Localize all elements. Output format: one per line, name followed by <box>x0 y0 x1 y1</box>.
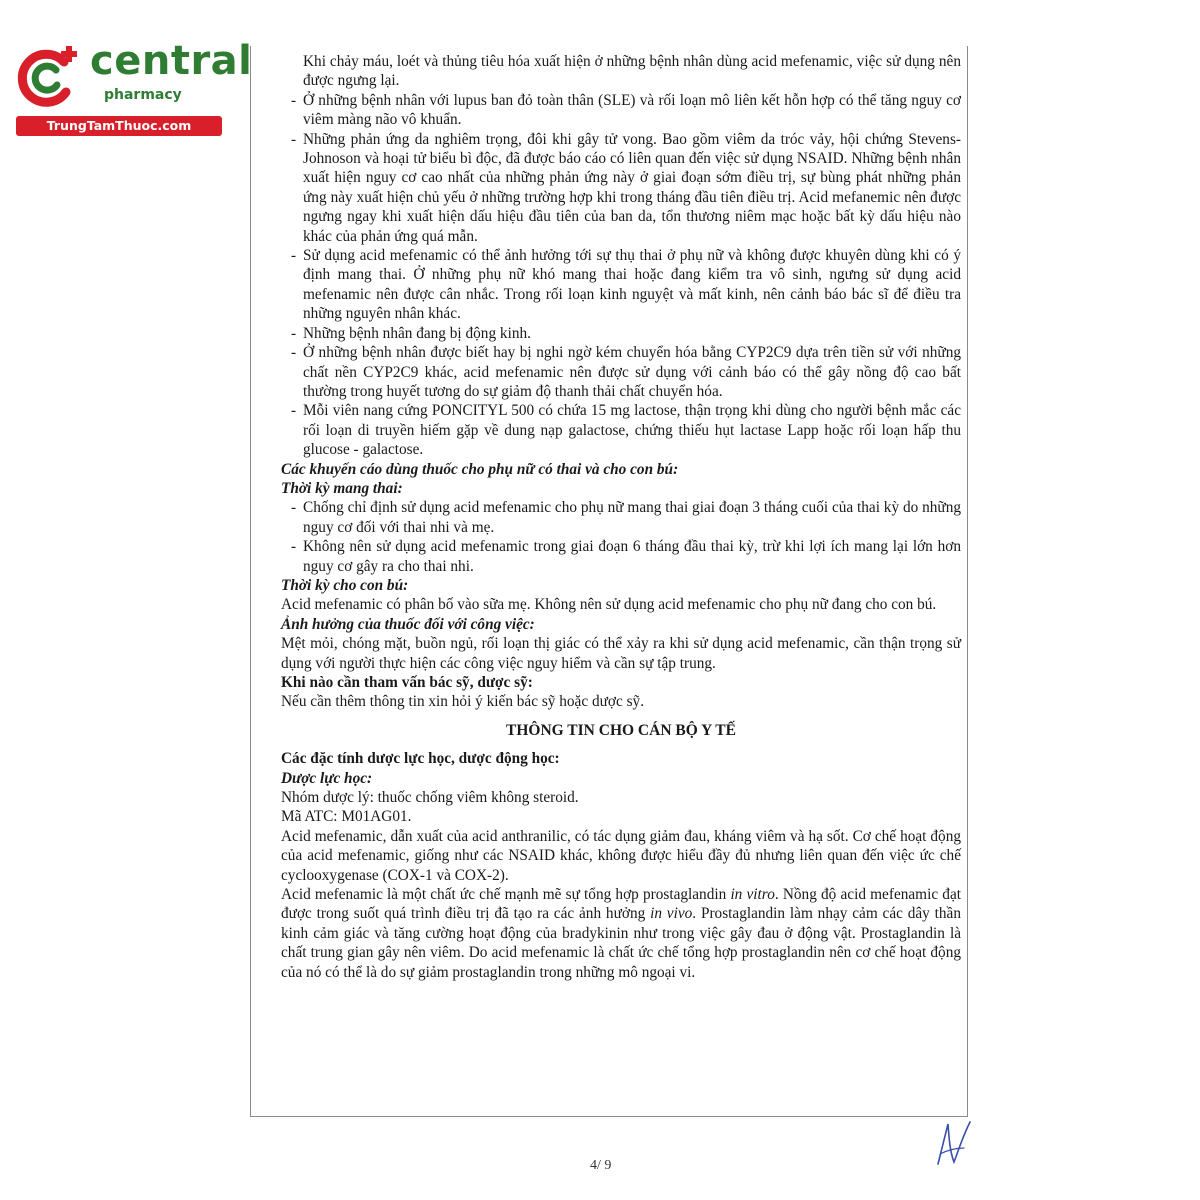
heading-pharmacology: Các đặc tính dược lực học, dược động học: <box>281 750 560 768</box>
paragraph-consult: Nếu cần thêm thông tin xin hỏi ý kiến bác sỹ hoặc dược sỹ. <box>281 693 645 711</box>
section-title-health-staff: THÔNG TIN CHO CÁN BỘ Y TẾ <box>506 721 736 739</box>
italic-in-vitro: in vitro <box>730 886 775 904</box>
heading-consult: Khi nào cần tham vấn bác sỹ, dược sỹ: <box>281 674 533 691</box>
bullet-fertility: - Sử dụng acid mefenamic có thể ảnh hưởng tới sự thụ thai ở phụ nữ và không được khuyên dùng khi có ý định mang thai. Ở những phụ nữ khó mang thai hoặc đang kiểm tra vô sinh, ngưng sử dụng acid mefenamic nên được cân nhắc. Trong rối loạn kinh nguyệt và mất kinh, nên cảnh báo bác sĩ để điều tra những nguyên nhân khác. <box>281 246 961 324</box>
bullet-pregnancy-contraindication: - Chống chỉ định sử dụng acid mefenamic cho phụ nữ mang thai giai đoạn 3 tháng cuối của thai kỳ do những nguy cơ đối với thai nhi và mẹ. <box>281 498 961 537</box>
bullet-lupus: - Ở những bệnh nhân với lupus ban đỏ toàn thân (SLE) và rối loạn mô liên kết hỗn hợp có thể tăng nguy cơ viêm màng não vô khuẩn. <box>281 91 961 130</box>
document-page <box>250 46 968 1117</box>
bullet-lactose: - Mỗi viên nang cứng PONCITYL 500 có chứa 15 mg lactose, thận trọng khi dùng cho người bệnh mắc các rối loạn di truyền hiếm gặp về dung nạp galactose, chứng thiếu hụt lactase Lapp hoặc rối loạn hấp thu glucose - galactose. <box>281 401 961 459</box>
subheading-pharmacodynamics: Dược lực học: <box>281 769 373 787</box>
page-number: 4/ 9 <box>590 1158 612 1173</box>
heading-work-effects: Ảnh hưởng của thuốc đối với công việc: <box>281 615 535 633</box>
central-pharmacy-logo[interactable] <box>12 38 253 136</box>
text-span: . Prostaglandin làm nhạy cảm các dây thần kinh cảm giác và tăng cường hoạt động của bradykinin như trong việc gây đau ở động vật. Prostaglandin là chất trung gian gây nên viêm. Do acid mefenamic là chất ức chế tổng hợp prostaglandin nên cơ chế hoạt động của nó có thể là do sự giảm prostaglandin trong những mô ngoại vi. <box>281 905 961 981</box>
brand-website[interactable]: TrungTamThuoc.com <box>16 116 222 136</box>
subheading-breastfeeding: Thời kỳ cho con bú: <box>281 576 409 594</box>
text-span: Acid mefenamic là một chất ức chế mạnh mẽ sự tổng hợp prostaglandin <box>281 886 731 904</box>
brand-name: central <box>90 38 253 84</box>
paragraph-breastfeeding: Acid mefenamic có phân bố vào sữa mẹ. Không nên sử dụng acid mefenamic cho phụ nữ đang cho con bú. <box>281 596 937 614</box>
paragraph-pharmacologic-group: Nhóm dược lý: thuốc chống viêm không steroid. <box>281 789 579 807</box>
bullet-cyp2c9: - Ở những bệnh nhân được biết hay bị nghi ngờ kém chuyển hóa bằng CYP2C9 dựa trên tiền sử với những chất nền CYP2C9 khác, acid mefenamic nên được sử dụng với cảnh báo có thể gây nồng độ cao bất thường trong huyết tương do sự giảm độ thanh thải chất chuyển hóa. <box>281 343 961 401</box>
paragraph-bleeding: Khi chảy máu, loét và thủng tiêu hóa xuất hiện ở những bệnh nhân dùng acid mefenamic, việc sử dụng nên được ngưng lại. <box>303 53 961 90</box>
italic-in-vivo: in vivo <box>650 905 693 923</box>
signature-mark <box>930 1118 974 1170</box>
pharmacy-cross-icon <box>12 42 82 112</box>
brand-subtitle: pharmacy <box>104 87 182 103</box>
bullet-skin-reactions: - Những phản ứng da nghiêm trọng, đôi khi gây tử vong. Bao gồm viêm da tróc vảy, hội chứng Stevens-Johnoson và hoại tử biểu bì độc, đã được báo cáo có liên quan đến việc sử dụng NSAID. Những bệnh nhân xuất hiện nguy cơ cao nhất của những phản ứng này ở giai đoạn sớm điều trị, sự bùng phát những phản ứng này xuất hiện chủ yếu ở những trường hợp khi trong tháng đầu tiên điều trị. Acid mefanemic nên được ngưng ngay khi xuất hiện dấu hiệu đầu tiên của ban da, tổn thương niêm mạc hoặc bất kỳ dấu hiệu nào khác của phản ứng quá mẫn. <box>281 130 961 246</box>
bullet-pregnancy-first-six-months: - Không nên sử dụng acid mefenamic trong giai đoạn 6 tháng đầu thai kỳ, trừ khi lợi ích mang lại lớn hơn nguy cơ gây ra cho thai nhi. <box>281 537 961 576</box>
paragraph-mechanism: Acid mefenamic, dẫn xuất của acid anthranilic, có tác dụng giảm đau, kháng viêm và hạ sốt. Cơ chế hoạt động của acid mefenamic, giống như các NSAID khác, không được hiểu đầy đủ nhưng liên quan đến việc ức chế cyclooxygenase (COX-1 và COX-2). <box>281 827 961 884</box>
heading-pregnancy-lactation: Các khuyến cáo dùng thuốc cho phụ nữ có thai và cho con bú: <box>281 460 679 478</box>
paragraph-prostaglandin <box>281 885 961 982</box>
document-content <box>281 52 961 982</box>
paragraph-atc-code: Mã ATC: M01AG01. <box>281 808 412 826</box>
paragraph-work-effects: Mệt mỏi, chóng mặt, buồn ngủ, rối loạn thị giác có thể xảy ra khi sử dụng acid mefenamic, cần thận trọng sử dụng với người thực hiện các công việc nguy hiểm và cần sự tập trung. <box>281 635 961 672</box>
text-span: . Nồng độ acid mefenamic đạt được trong suốt quá trình điều trị đã tạo ra các ảnh hưởng <box>281 886 961 923</box>
subheading-pregnancy: Thời kỳ mang thai: <box>281 479 403 497</box>
bullet-epilepsy: - Những bệnh nhân đang bị động kinh. <box>281 324 961 343</box>
